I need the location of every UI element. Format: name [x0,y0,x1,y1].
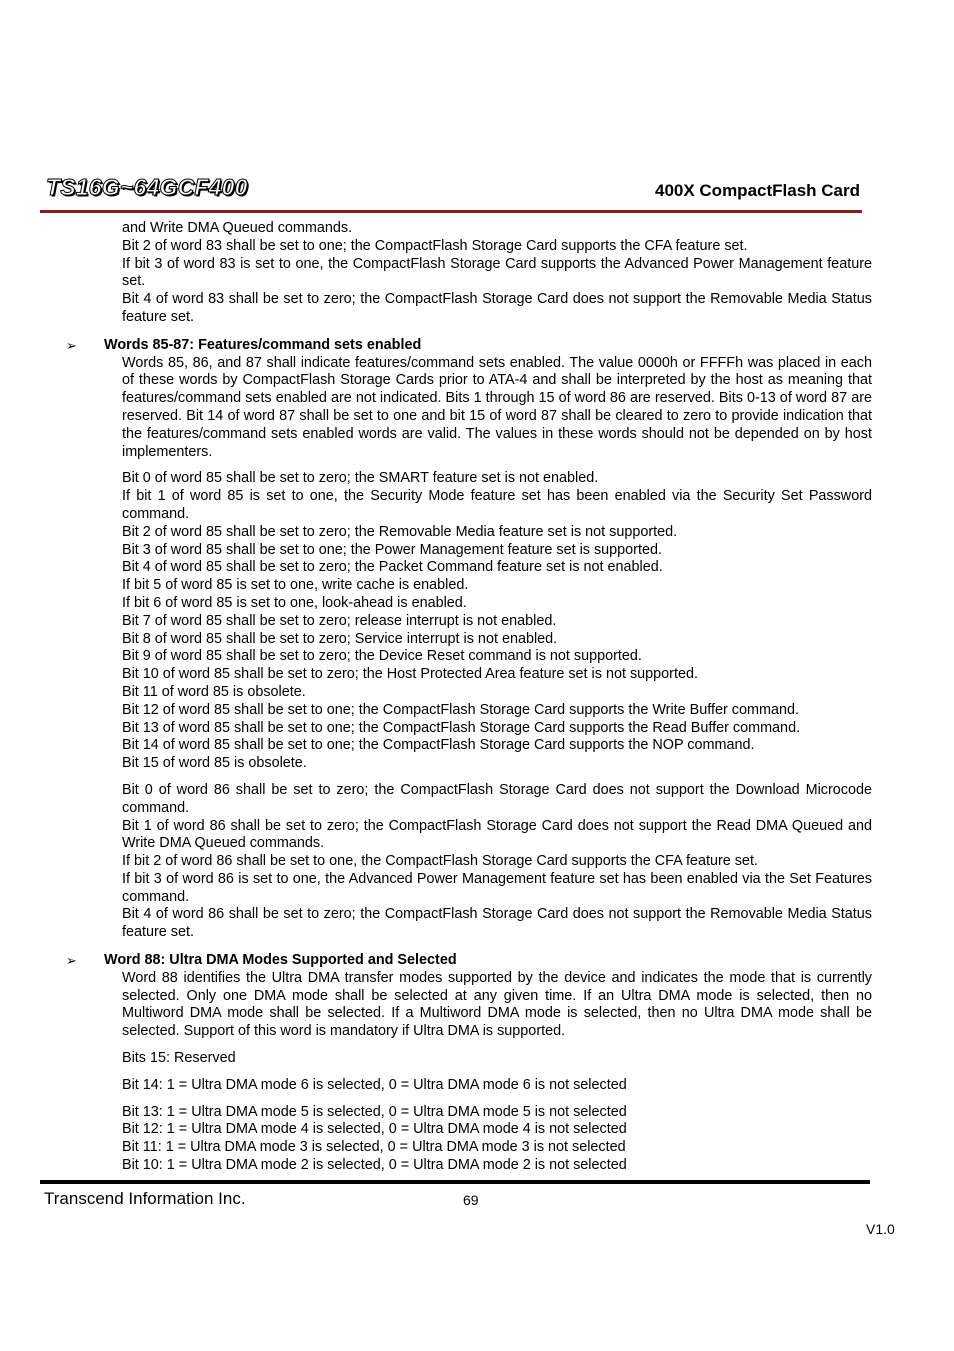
paragraph: Bit 11: 1 = Ultra DMA mode 3 is selected, 0 = Ultra DMA mode 3 is not selected [122,1139,626,1156]
header-rule [40,210,862,213]
paragraph: Bit 2 of word 83 shall be set to one; the CompactFlash Storage Card supports the CFA feature set. [122,237,748,254]
paragraph: If bit 3 of word 83 is set to one, the CompactFlash Storage Card supports the Advanced Power Management feature set. [122,255,872,290]
paragraph: If bit 6 of word 85 is set to one, look-ahead is enabled. [122,594,467,611]
arrow-bullet-icon: ➢ [66,337,77,353]
paragraph: If bit 3 of word 86 is set to one, the Advanced Power Management feature set has been enabled via the Set Features command. [122,870,872,905]
paragraph: Bit 14 of word 85 shall be set to one; the CompactFlash Storage Card supports the NOP command. [122,737,755,754]
paragraph: Bit 1 of word 86 shall be set to zero; the CompactFlash Storage Card does not support the Read DMA Queued and Write DMA Queued commands. [122,817,872,852]
arrow-bullet-icon: ➢ [66,953,77,969]
paragraph: Bit 2 of word 85 shall be set to zero; the Removable Media feature set is not supported. [122,523,678,540]
paragraph: Bit 12: 1 = Ultra DMA mode 4 is selected, 0 = Ultra DMA mode 4 is not selected [122,1121,627,1138]
paragraph: Bit 14: 1 = Ultra DMA mode 6 is selected, 0 = Ultra DMA mode 6 is not selected [122,1076,627,1093]
paragraph: Bit 4 of word 85 shall be set to zero; the Packet Command feature set is not enabled. [122,559,663,576]
version-label: V1.0 [866,1221,895,1237]
paragraph: Bit 0 of word 85 shall be set to zero; the SMART feature set is not enabled. [122,470,599,487]
section-heading-text: Word 88: Ultra DMA Modes Supported and Selected [104,952,457,969]
paragraph: Bit 10 of word 85 shall be set to zero; the Host Protected Area feature set is not supported. [122,666,698,683]
paragraph: Bit 4 of word 86 shall be set to zero; the CompactFlash Storage Card does not support the Removable Media Status feature set. [122,906,872,941]
paragraph: and Write DMA Queued commands. [122,220,353,236]
paragraph: Bit 13 of word 85 shall be set to one; the CompactFlash Storage Card supports the Read Buffer command. [122,719,801,736]
paragraph: Bit 10: 1 = Ultra DMA mode 2 is selected, 0 = Ultra DMA mode 2 is not selected [122,1157,627,1174]
page-number: 69 [463,1192,479,1208]
paragraph: Bit 15 of word 85 is obsolete. [122,755,307,772]
paragraph: Bit 4 of word 83 shall be set to zero; the CompactFlash Storage Card does not support the Removable Media Status feature set. [122,291,872,325]
paragraph: Bit 11 of word 85 is obsolete. [122,683,306,700]
paragraph: Bit 7 of word 85 shall be set to zero; release interrupt is not enabled. [122,612,557,629]
section-description: Words 85, 86, and 87 shall indicate features/command sets enabled. The value 0000h or FFFFh was placed in each of these words by CompactFlash Storage Cards prior to ATA-4 and shall be interpreted by the host as meaning that features/command sets enabled are not indicated. Bits 1 through 15 of word 86 are reserved. Bits 0-13 of word 87 are reserved. Bit 14 of word 87 shall be set to one and bit 15 of word 87 shall be cleared to zero to provide indication that the features/command sets enabled words are valid. The values in these words should not be depended on by host implementers. [122,354,872,460]
paragraph: Bit 13: 1 = Ultra DMA mode 5 is selected, 0 = Ultra DMA mode 5 is not selected [122,1103,627,1120]
product-name: 400X CompactFlash Card [654,181,860,200]
footer-rule [40,1180,870,1184]
paragraph: Bit 9 of word 85 shall be set to zero; the Device Reset command is not supported. [122,648,642,665]
section-heading [66,336,954,355]
paragraph: Bit 12 of word 85 shall be set to one; the CompactFlash Storage Card supports the Write Buffer command. [122,701,799,718]
section-description: Word 88 identifies the Ultra DMA transfer modes supported by the device and indicates the mode that is currently selected. Only one DMA mode shall be selected at any given time. If an Ultra DMA mode is selected, then no Multiword DMA mode shall be selected. If a Multiword DMA mode is selected, then no Ultra DMA mode shall be selected. Support of this word is mandatory if Ultra DMA is supported. [122,969,872,1040]
company-name: Transcend Information Inc. [44,1189,246,1208]
page-body [0,220,954,1175]
paragraph: Bit 3 of word 85 shall be set to one; the Power Management feature set is supported. [122,541,662,558]
paragraph: If bit 2 of word 86 shall be set to one, the CompactFlash Storage Card supports the CFA feature set. [122,853,758,870]
paragraph: If bit 1 of word 85 is set to one, the Security Mode feature set has been enabled via the Security Set Password command. [122,488,872,522]
paragraph: Bit 8 of word 85 shall be set to zero; Service interrupt is not enabled. [122,630,558,647]
paragraph: Bits 15: Reserved [122,1050,236,1067]
document-title: TS16G~64GCF400 [46,174,248,200]
paragraph: Bit 0 of word 86 shall be set to zero; the CompactFlash Storage Card does not support the Download Microcode command. [122,781,872,816]
section-heading [66,952,954,970]
section-heading-text: Words 85-87: Features/command sets enabled [104,336,422,353]
paragraph: If bit 5 of word 85 is set to one, write cache is enabled. [122,577,469,594]
